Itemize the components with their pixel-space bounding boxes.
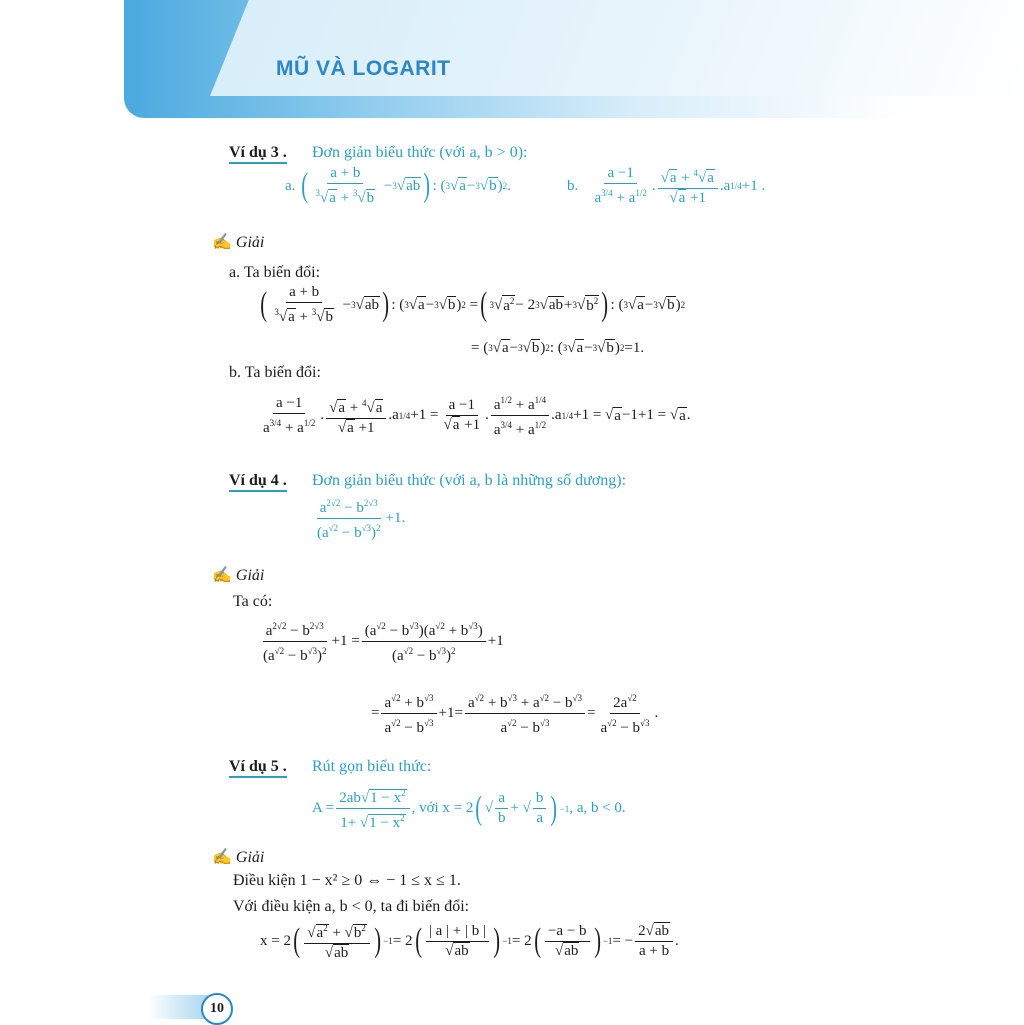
- page-title: MŨ VÀ LOGARIT: [276, 57, 451, 80]
- page-number: 10: [201, 993, 233, 1025]
- example-4-sol-line2: = $\frac{a^{√2} + b^{√3}}{a^{√2} - b^{√3}}$ +1= $\frac{a^{√2} + b^{√3} + a^{√2} - b^{√3}}{a^{√2} - b^{√3}}$ = $\frac{2a^{√2}}{a^{√2} - b^{√3}}$ .: [371, 690, 658, 737]
- example-4-title: Đơn giản biểu thức (với a, b là những số dương):: [312, 472, 627, 489]
- example-4-sol-line1: $\frac{a^{2√2} - b^{2√3}}{(a^{√2} - b^{√3})^2}$ +1 = $\frac{(a^{√2} - b^{√3})(a^{√2} + b^{√3})}{(a^{√2} - b^{√3})^2}$ +1: [258, 618, 504, 665]
- example-5-condition: Điều kiện 1 − x² ≥ 0 ⇔ − 1 ≤ x ≤ 1.: [233, 872, 461, 889]
- example-3-sol-b-line: $\frac{a -1}{a^{3/4} + a^{1/2}}$ . $\frac{√a + ^4√a}{√a +1}$ .a 1/4 +1 = $\frac{a -1}{√a +1}$ . $\frac{a^{1/2} + a^{1/4}}{a^{3/4} + a^{1/2}}$ .a 1/4 +1 = √ a −1+1 = √ a .: [258, 392, 690, 439]
- header-overlay: [210, 0, 1024, 96]
- example-4-label: Ví dụ 4 .: [229, 472, 287, 492]
- part-b-label: b.: [567, 177, 579, 194]
- pen-icon: ✍: [212, 567, 232, 584]
- example-3-sol-a-line2: = ( 3 √ a − 3 √ b ) 2 : ( 3 √ a − 3 √ b ) 2 =1.: [471, 339, 645, 356]
- example-3-sol-a-intro: a. Ta biến đổi:: [229, 264, 321, 281]
- example-3-label: Ví dụ 3 .: [229, 144, 287, 164]
- example-3b-expression: b. $\frac{a -1}{a^{3/4} + a^{1/2}}$ . $\frac{√a + ^4√a}{√a +1}$ .a 1/4 +1 .: [567, 165, 766, 206]
- solution-heading-5: ✍ Giải: [212, 849, 265, 866]
- example-3a-expression: a. ( $\frac{a + b}{^3√a + ^3√b}$ − 3 √ ab ) : ( 3 √ a − 3 √ b ) 2 .: [285, 165, 511, 206]
- solution-heading-3: ✍ Giải: [212, 234, 265, 251]
- pen-icon: ✍: [212, 234, 232, 251]
- example-4-sol-intro: Ta có:: [233, 593, 273, 610]
- example-5-sol-line: x = 2 ( $\frac{√a^2 + √b^2}{√ab}$ ) −1 = 2 ( $\frac{| a | + | b |}{√ab}$ ) −1 = 2 ( $\frac{-a - b}{√ab}$ ) −1 = − $\frac{2√ab}{a + b}$ .: [260, 922, 679, 961]
- example-3-sol-b-intro: b. Ta biến đổi:: [229, 364, 321, 381]
- solution-heading-4: ✍ Giải: [212, 567, 265, 584]
- example-5-transform-intro: Với điều kiện a, b < 0, ta đi biến đổi:: [233, 898, 470, 915]
- example-4-expression: $\frac{a^{2√2} - b^{2√3}}{(a^{√2} - b^{√3})^2}$ +1.: [312, 495, 405, 542]
- page-number-tab: [148, 995, 208, 1019]
- example-3-title: Đơn giản biểu thức (với a, b > 0):: [312, 144, 528, 161]
- example-3-sol-a-line1: ( $\frac{a + b}{^3√a + ^3√b}$ − 3 √ ab ) : ( 3 √ a − 3 √ b ) 2 = ( 3 √ $a^2$ − 2 3 √ ab + 3 √ $b^2$ ) : ( 3 √ a − 3 √ b ) 2: [260, 284, 686, 325]
- example-5-label: Ví dụ 5 .: [229, 758, 287, 778]
- example-5-expression: A = $\frac{2ab√1 - x^2}{1+ √1 - x^2}$ , với x = 2 ( √ $\frac{a}{b}$ + √ $\frac{b}{a}$ ) −1 , a, b < 0.: [312, 785, 626, 832]
- example-5-title: Rút gọn biểu thức:: [312, 758, 432, 775]
- part-a-label: a.: [285, 177, 296, 194]
- pen-icon: ✍: [212, 849, 232, 866]
